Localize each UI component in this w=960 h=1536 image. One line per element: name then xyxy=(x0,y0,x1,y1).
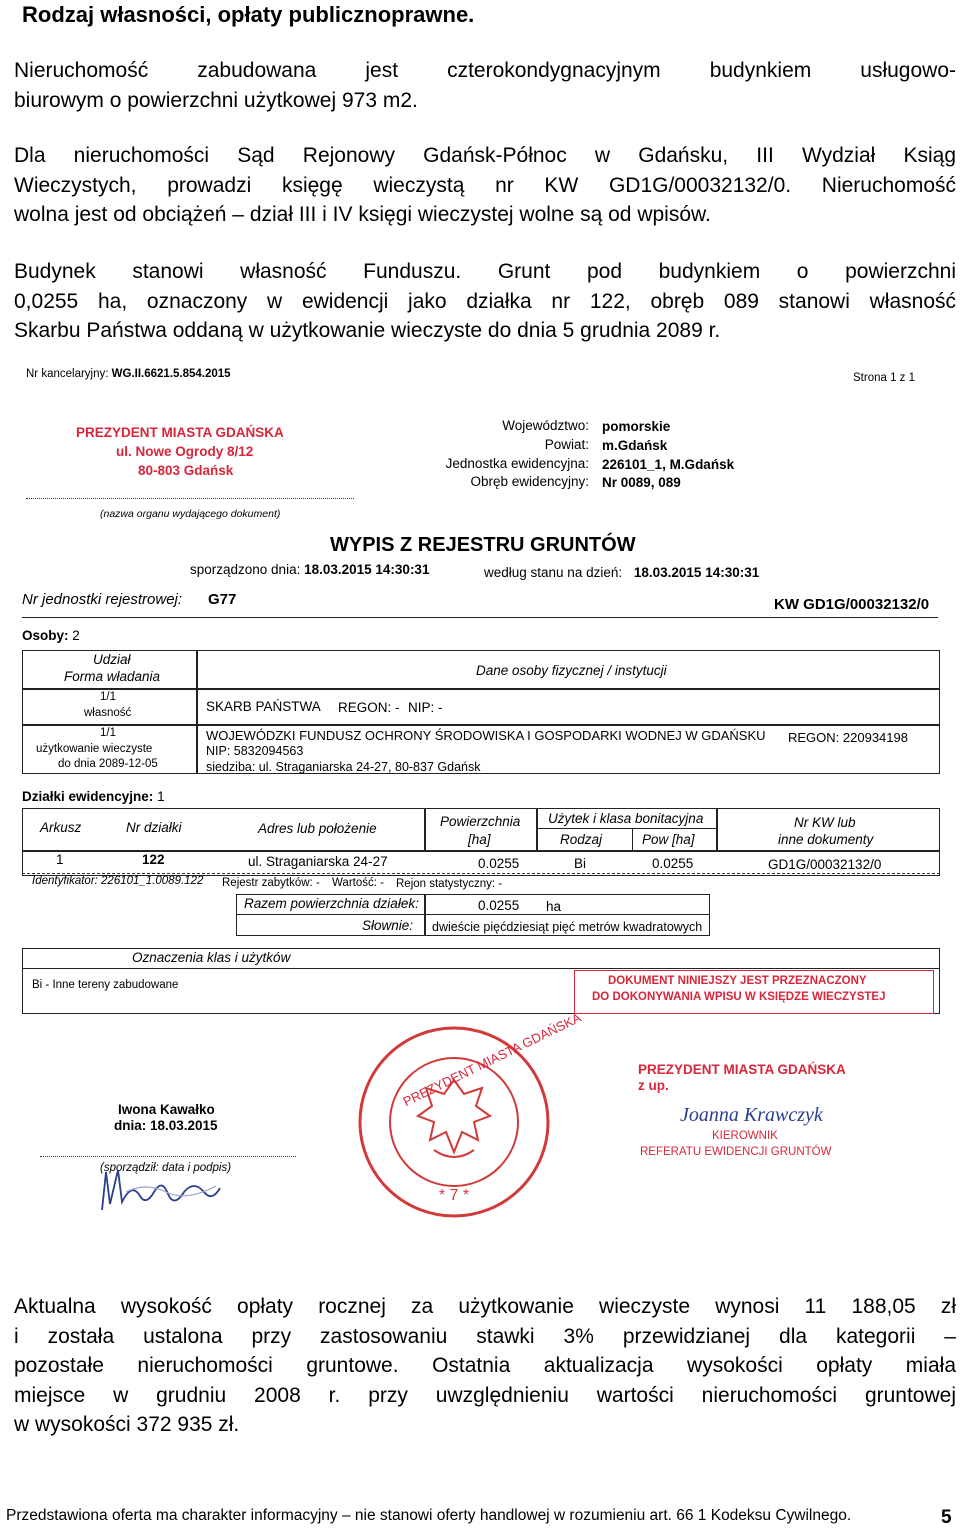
table-divider xyxy=(22,724,940,726)
text-line: w wysokości 372 935 zł. xyxy=(14,1413,240,1436)
text-line: miejsce w grudniu 2008 r. przy uwzględnieniu wartości nieruchomości gruntowej xyxy=(14,1383,956,1407)
table-divider xyxy=(632,828,633,850)
district-label: Powiat: xyxy=(544,437,589,452)
parcels-label: Działki ewidencyjne: xyxy=(22,789,154,804)
parcel-identifier: Identyfikator: 226101_1.0089.122 xyxy=(32,875,204,887)
page-footer: Przedstawiona oferta ma charakter informacyjny – nie stanowi oferty handlowej w rozumieniu art. 66 1 Kodeksu Cywilnego. xyxy=(6,1507,852,1524)
state-as-of xyxy=(484,565,759,580)
col-other-docs: inne dokumenty xyxy=(778,832,874,847)
svg-text:* 7 *: * 7 * xyxy=(438,1187,470,1204)
paragraph-building xyxy=(14,56,956,115)
notice-line: DO DOKONYWANIA WPISU W KSIĘDZE WIECZYSTEJ xyxy=(592,991,886,1003)
table-divider xyxy=(236,914,710,915)
text-line: Aktualna wysokość opłaty rocznej za użytkowanie wieczyste wynosi 11 188,05 zł xyxy=(14,1295,956,1318)
paragraph-land-register xyxy=(14,141,956,230)
persons-value: 2 xyxy=(72,628,80,643)
col-kw: Nr KW lub xyxy=(794,815,856,830)
text-line: pozostałe nieruchomości gruntowe. Ostatnia aktualizacja wysokości opłaty miała xyxy=(14,1354,956,1377)
notice-line: DOKUMENT NINIEJSZY JEST PRZEZNACZONY xyxy=(608,975,867,987)
col-person-data: Dane osoby fizycznej / instytucji xyxy=(476,663,667,678)
col-use-area: Pow [ha] xyxy=(642,832,695,847)
owner-form: własność xyxy=(84,707,132,719)
table-divider xyxy=(716,808,718,850)
text-line: Dla nieruchomości Sąd Rejonowy Gdańsk-Północ w Gdańsku, III Wydział Ksiąg xyxy=(14,144,956,167)
paragraph-fee xyxy=(14,1292,956,1440)
text-line: wolna jest od obciążeń – dział III i IV księgi wieczystej wolne są od wpisów. xyxy=(14,203,711,226)
parcel-number: 122 xyxy=(142,852,165,867)
parcel-use-area: 0.0255 xyxy=(652,856,694,871)
col-kind: Rodzaj xyxy=(560,832,603,847)
unit-value: 226101_1, M.Gdańsk xyxy=(602,457,735,472)
dotted-line xyxy=(40,1156,296,1157)
col-holding-form: Forma władania xyxy=(64,669,161,684)
handwritten-signature-icon xyxy=(96,1162,236,1216)
rule xyxy=(22,617,938,618)
owner-regon: REGON: - xyxy=(338,700,400,715)
text-line: Wieczystych, prowadzi księgę wieczystą nr KW GD1G/00032132/0. Nieruchomość xyxy=(14,173,956,197)
office-number xyxy=(26,368,231,380)
classes-value: Bi - Inne tereny zabudowane xyxy=(32,979,179,991)
area-total-unit: ha xyxy=(546,899,562,914)
page-number: 5 xyxy=(941,1507,952,1528)
table-divider xyxy=(22,968,940,969)
office-number-value: WG.II.6621.5.854.2015 xyxy=(111,368,231,380)
owner-name: SKARB PAŃSTWA xyxy=(206,699,321,714)
table-divider xyxy=(424,808,426,850)
issuer-street: ul. Nowe Ogrody 8/12 xyxy=(116,444,254,459)
prepared-on-label: sporządzono dnia: xyxy=(190,562,301,577)
approval-stamp-line: REFERATU EWIDENCJI GRUNTÓW xyxy=(640,1146,832,1158)
table-divider xyxy=(424,894,426,936)
parcels-count xyxy=(22,789,165,804)
col-share: Udział xyxy=(93,652,131,667)
area-total-label: Razem powierzchnia działek: xyxy=(244,896,419,911)
register-unit-value: G77 xyxy=(208,591,237,608)
owner-regon: REGON: 220934198 xyxy=(788,730,908,745)
prepared-on xyxy=(190,562,429,577)
table-divider xyxy=(196,650,198,774)
owner-form-until: do dnia 2089-12-05 xyxy=(58,758,158,770)
approval-stamp-line: PREZYDENT MIASTA GDAŃSKA xyxy=(638,1062,846,1077)
parcel-sheet: 1 xyxy=(56,852,64,867)
area-total-value: 0.0255 xyxy=(478,898,520,913)
parcel-area: 0.0255 xyxy=(478,856,520,871)
owner-nip: NIP: - xyxy=(408,700,443,715)
signature-graphic xyxy=(96,1162,236,1216)
col-sheet: Arkusz xyxy=(40,820,82,835)
table-divider xyxy=(22,688,940,690)
approval-stamp-line: KIEROWNIK xyxy=(712,1130,778,1142)
text-line: i została ustalona przy zastosowaniu stawki 3% przewidzianej dla kategorii – xyxy=(14,1324,956,1348)
prepared-on-value: 18.03.2015 14:30:31 xyxy=(304,562,430,577)
value: Wartość: - xyxy=(332,877,384,889)
approval-signature: Joanna Krawczyk xyxy=(680,1104,823,1126)
preparer-name: Iwona Kawałko xyxy=(118,1102,215,1117)
owner-seat: siedziba: ul. Straganiarska 24-27, 80-837 Gdańsk xyxy=(206,760,481,774)
col-parcel-no: Nr działki xyxy=(126,820,182,835)
text-line: biurowym o powierzchni użytkowej 973 m2. xyxy=(14,88,418,112)
office-number-label: Nr kancelaryjny: xyxy=(26,368,109,380)
state-as-of-value: 18.03.2015 14:30:31 xyxy=(633,565,760,580)
persons-count xyxy=(22,628,80,643)
page-count: Strona 1 z 1 xyxy=(853,372,916,384)
text-line: Skarbu Państwa oddaną w użytkowanie wieczyste do dnia 5 grudnia 2089 r. xyxy=(14,319,721,342)
statistical-region: Rejon statystyczny: - xyxy=(396,878,503,890)
owner-share: 1/1 xyxy=(100,727,116,739)
land-register-extract xyxy=(0,362,960,1242)
district-value: m.Gdańsk xyxy=(602,438,668,453)
text-line: Budynek stanowi własność Funduszu. Grunt pod budynkiem o powierzchni xyxy=(14,260,956,283)
preparer-caption: (sporządził: data i podpis) xyxy=(100,1162,232,1174)
dotted-line xyxy=(26,498,354,499)
classes-heading: Oznaczenia klas i użytków xyxy=(132,950,291,965)
document-title: WYPIS Z REJESTRU GRUNTÓW xyxy=(330,534,636,556)
text-line: 0,0255 ha, oznaczony w ewidencji jako działka nr 122, obręb 089 stanowi własność xyxy=(14,289,956,313)
col-area: Powierzchnia xyxy=(440,814,521,829)
voivodeship-label: Województwo: xyxy=(502,418,589,433)
dashed-rule xyxy=(22,873,940,874)
owner-name: WOJEWÓDZKI FUNDUSZ OCHRONY ŚRODOWISKA I GOSPODARKI WODNEJ W GDAŃSKU xyxy=(206,728,766,743)
text-line: Nieruchomość zabudowana jest czterokondygnacyjnym budynkiem usługowo- xyxy=(14,59,956,82)
state-as-of-label: według stanu na dzień: xyxy=(484,565,623,580)
in-words-value: dwieście pięćdziesiąt pięć metrów kwadratowych xyxy=(432,920,703,934)
seal-text: PREZYDENT MIASTA GDAŃSKA xyxy=(400,1009,584,1110)
col-area-unit: [ha] xyxy=(468,832,491,847)
col-address: Adres lub położenie xyxy=(258,821,377,836)
col-use-class: Użytek i klasa bonitacyjna xyxy=(548,811,704,826)
preparer-date: dnia: 18.03.2015 xyxy=(114,1118,218,1133)
owner-nip: NIP: 5832094563 xyxy=(206,744,304,758)
monument-register: Rejestr zabytków: - xyxy=(222,877,320,889)
kw-number: KW GD1G/00032132/0 xyxy=(774,596,930,613)
approval-stamp-line: z up. xyxy=(638,1078,669,1093)
register-unit-label: Nr jednostki rejestrowej: xyxy=(22,591,183,608)
parcel-address: ul. Straganiarska 24-27 xyxy=(248,854,388,869)
parcel-kind: Bi xyxy=(574,856,587,871)
parcels-value: 1 xyxy=(157,789,165,804)
precinct-value: Nr 0089, 089 xyxy=(602,475,681,490)
in-words-label: Słownie: xyxy=(362,918,414,933)
paragraph-ownership xyxy=(14,257,956,346)
section-heading: Rodzaj własności, opłaty publicznoprawne. xyxy=(22,2,475,27)
precinct-label: Obręb ewidencyjny: xyxy=(470,474,589,489)
owner-form: użytkowanie wieczyste xyxy=(36,743,153,755)
table-divider xyxy=(536,828,716,829)
persons-label: Osoby: xyxy=(22,628,69,643)
issuer-city: 80-803 Gdańsk xyxy=(138,463,234,478)
table-divider xyxy=(536,808,538,850)
voivodeship-value: pomorskie xyxy=(602,419,671,434)
owner-share: 1/1 xyxy=(100,691,116,703)
unit-label: Jednostka ewidencyjna: xyxy=(445,456,589,471)
issuer-name: PREZYDENT MIASTA GDAŃSKA xyxy=(76,425,284,440)
issuer-caption: (nazwa organu wydającego dokument) xyxy=(100,508,281,520)
parcel-kw: GD1G/00032132/0 xyxy=(768,857,882,872)
